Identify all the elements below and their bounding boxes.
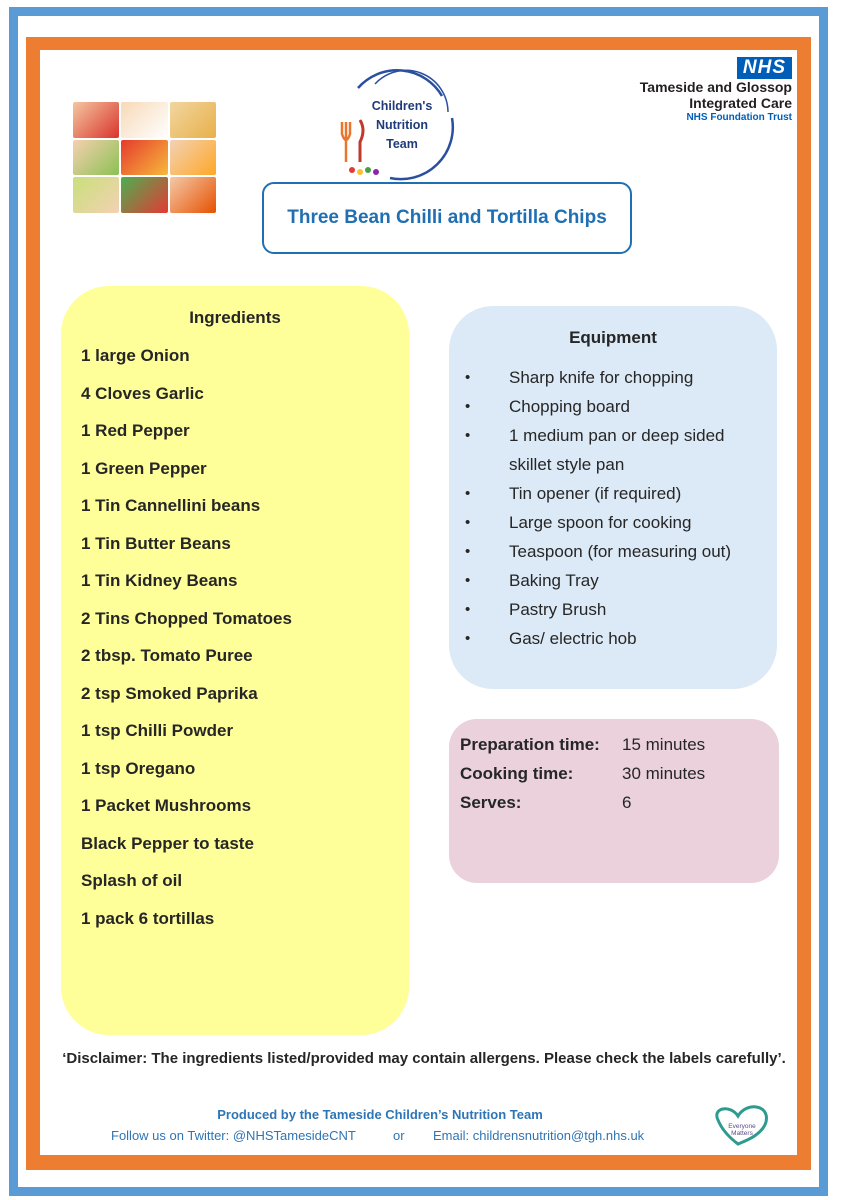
childrens-nutrition-team-logo bbox=[330, 66, 460, 186]
equipment-item: • Tin opener (if required) bbox=[465, 479, 770, 508]
equipment-item: • Pastry Brush bbox=[465, 595, 770, 624]
equipment-item: • Large spoon for cooking bbox=[465, 508, 770, 537]
equipment-panel bbox=[449, 306, 777, 689]
recipe-title-box bbox=[262, 182, 632, 254]
ingredients-panel bbox=[61, 286, 409, 1035]
ingredient-item: 1 tsp Oregano bbox=[81, 758, 196, 778]
ingredient-item: Splash of oil bbox=[81, 871, 183, 890]
twitter-handle[interactable]: Follow us on Twitter: @NHSTamesideCNT bbox=[111, 1128, 356, 1143]
ingredient-item: 1 pack 6 tortillas bbox=[81, 908, 215, 928]
ingredient-item: 1 large Onion bbox=[81, 346, 190, 365]
trust-name-line-1: Tameside and Glossop bbox=[639, 79, 792, 95]
footer-or-text: or bbox=[393, 1128, 405, 1143]
everyone-matters-text-2: Matters bbox=[731, 1130, 753, 1137]
equipment-list bbox=[465, 363, 770, 653]
cooking-time-value: 30 minutes bbox=[622, 764, 706, 783]
ingredient-item: 1 tsp Chilli Powder bbox=[81, 721, 234, 740]
preparation-time-label: Preparation time: bbox=[460, 735, 600, 754]
recipe-title: Three Bean Chilli and Tortilla Chips bbox=[287, 207, 607, 228]
ingredient-item: 1 Tin Cannellini beans bbox=[81, 496, 261, 515]
equipment-item: • Gas/ electric hob bbox=[465, 624, 770, 653]
ingredients-heading: Ingredients bbox=[189, 308, 281, 327]
ingredient-item: 2 Tins Chopped Tomatoes bbox=[81, 608, 292, 628]
serves-label: Serves: bbox=[460, 793, 522, 812]
equipment-item: • 1 medium pan or deep sided skillet style pan bbox=[465, 421, 770, 479]
ingredient-item: 1 Red Pepper bbox=[81, 421, 190, 440]
ingredient-item: 1 Packet Mushrooms bbox=[81, 796, 252, 815]
equipment-heading: Equipment bbox=[569, 328, 657, 347]
logo-text-line-3: Team bbox=[386, 137, 418, 151]
trust-name-line-3: NHS Foundation Trust bbox=[686, 112, 792, 123]
logo-text-line-1: Children's bbox=[371, 99, 433, 113]
ingredient-item: 1 Tin Kidney Beans bbox=[81, 571, 238, 590]
ingredient-item: 1 Tin Butter Beans bbox=[81, 533, 231, 553]
nhs-trust-logo bbox=[552, 57, 792, 124]
ingredient-item: 2 tsp Smoked Paprika bbox=[81, 683, 258, 703]
allergen-disclaimer: ‘Disclaimer: The ingredients listed/provided may contain allergens. Please check the labels carefully’. bbox=[62, 1050, 786, 1067]
everyone-matters-logo bbox=[708, 1098, 782, 1148]
equipment-item: • Teaspoon (for measuring out) bbox=[465, 537, 770, 566]
everyone-matters-text-1: Everyone bbox=[728, 1123, 756, 1130]
equipment-item: • Baking Tray bbox=[465, 566, 770, 595]
preparation-time-value: 15 minutes bbox=[622, 735, 706, 754]
equipment-item: • Chopping board bbox=[465, 392, 770, 421]
trust-name-line-2: Integrated Care bbox=[689, 95, 792, 111]
contact-email[interactable]: Email: childrensnutrition@tgh.nhs.uk bbox=[433, 1128, 645, 1143]
cooking-time-label: Cooking time: bbox=[460, 764, 574, 783]
ingredient-item: Black Pepper to taste bbox=[81, 833, 254, 853]
ingredient-item: 2 tbsp. Tomato Puree bbox=[81, 646, 253, 665]
produced-by-text: Produced by the Tameside Children’s Nutrition Team bbox=[217, 1107, 543, 1122]
logo-text-line-2: Nutrition bbox=[375, 118, 429, 132]
ingredient-item: 1 Green Pepper bbox=[81, 458, 207, 478]
ingredients-list bbox=[81, 344, 292, 944]
nhs-badge: NHS bbox=[737, 57, 792, 79]
children-fruit-photo-collage bbox=[73, 102, 216, 213]
timing-panel bbox=[449, 719, 779, 883]
ingredient-item: 4 Cloves Garlic bbox=[81, 383, 204, 403]
equipment-item: • Sharp knife for chopping bbox=[465, 363, 770, 392]
serves-value: 6 bbox=[622, 793, 632, 812]
